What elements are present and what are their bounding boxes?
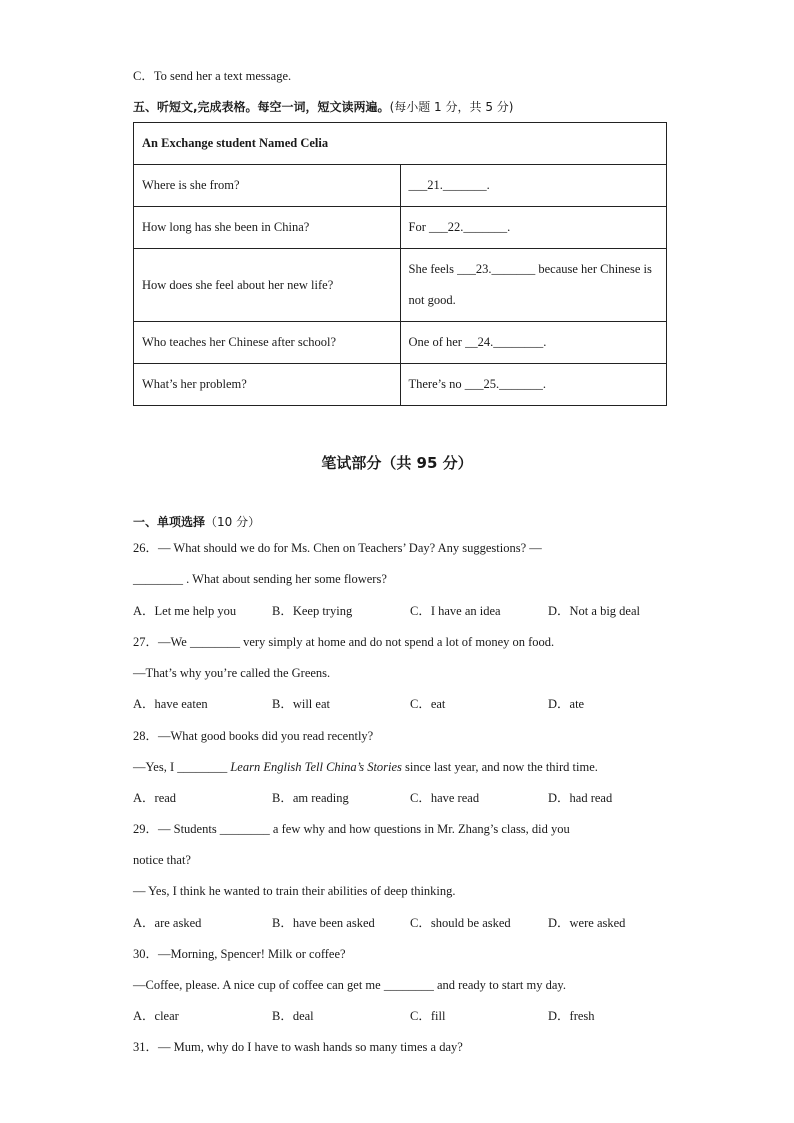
- table-row: [134, 249, 667, 322]
- option-b: B．deal: [272, 1009, 314, 1023]
- question-26-line-2: ________ . What about sending her some flowers?: [133, 572, 387, 586]
- option-a: A．have eaten: [133, 697, 208, 711]
- table-question: Where is she from?: [134, 165, 401, 207]
- table-question: How long has she been in China?: [134, 207, 401, 249]
- question-28-line-1: 28．—What good books did you read recently?: [133, 729, 374, 743]
- table-answer-blank: For ___22._______.: [400, 207, 667, 249]
- question-29-line-1: 29．— Students ________ a few why and how questions in Mr. Zhang’s class, did you: [133, 822, 570, 836]
- question-26-options: [133, 603, 693, 619]
- exchange-student-table: [133, 122, 667, 406]
- table-question: What’s her problem?: [134, 364, 401, 406]
- option-a: A．are asked: [133, 916, 202, 930]
- book-title: Learn English Tell China’s Stories: [230, 760, 402, 774]
- question-29-options: [133, 915, 693, 931]
- option-b: B．am reading: [272, 791, 349, 805]
- option-d: D．Not a big deal: [548, 604, 640, 618]
- option-c: C．fill: [410, 1009, 446, 1023]
- answer-text-end: since last year, and now the third time.: [401, 760, 598, 774]
- option-c: C．should be asked: [410, 916, 511, 930]
- question-27-options: [133, 696, 693, 712]
- table-row: [134, 364, 667, 406]
- table-answer-blank: One of her __24.________.: [400, 322, 667, 364]
- question-29-line-3: — Yes, I think he wanted to train their abilities of deep thinking.: [133, 884, 456, 898]
- answer-text: —Yes, I ________: [133, 760, 231, 774]
- table-row: [134, 322, 667, 364]
- option-d: D．fresh: [548, 1009, 595, 1023]
- option-d: D．had read: [548, 791, 613, 805]
- option-b: B．will eat: [272, 697, 330, 711]
- table-row: [134, 165, 667, 207]
- question-30-options: [133, 1008, 693, 1024]
- section-five-label: 五、听短文,完成表格。每空一词，短文读两遍。: [133, 100, 390, 114]
- question-28-line-2: [133, 759, 598, 775]
- option-d: D．ate: [548, 697, 585, 711]
- section-one-heading: [133, 514, 260, 530]
- answer-line-2: not good.: [408, 293, 456, 307]
- option-c-line: C．To send her a text message.: [133, 69, 292, 83]
- option-d: D．were asked: [548, 916, 626, 930]
- table-answer-blank: ___21._______.: [400, 165, 667, 207]
- option-a: A．Let me help you: [133, 604, 237, 618]
- option-c: C．eat: [410, 697, 446, 711]
- table-question: How does she feel about her new life?: [134, 249, 401, 322]
- question-30-line-1: 30．—Morning, Spencer! Milk or coffee?: [133, 947, 346, 961]
- question-29-line-2: notice that?: [133, 853, 191, 867]
- question-30-line-2: —Coffee, please. A nice cup of coffee can get me ________ and ready to start my day.: [133, 978, 566, 992]
- question-31-line-1: 31．— Mum, why do I have to wash hands so many times a day?: [133, 1040, 463, 1054]
- option-c: C．have read: [410, 791, 480, 805]
- table-row: [134, 207, 667, 249]
- option-c: C．I have an idea: [410, 604, 501, 618]
- question-27-line-2: —That’s why you’re called the Greens.: [133, 666, 331, 680]
- table-question: Who teaches her Chinese after school?: [134, 322, 401, 364]
- option-b: B．Keep trying: [272, 604, 353, 618]
- option-b: B．have been asked: [272, 916, 375, 930]
- option-a: A．read: [133, 791, 177, 805]
- question-26-line-1: 26．— What should we do for Ms. Chen on Teachers’ Day? Any suggestions? —: [133, 541, 542, 555]
- answer-line-1: She feels ___23._______ because her Chinese is: [408, 262, 652, 276]
- table-header: An Exchange student Named Celia: [134, 123, 667, 165]
- table-answer-blank: [400, 249, 667, 322]
- question-27-line-1: 27．—We ________ very simply at home and do not spend a lot of money on food.: [133, 635, 555, 649]
- section-one-label: 一、单项选择: [133, 515, 206, 529]
- option-a: A．clear: [133, 1009, 179, 1023]
- section-five-heading: [133, 99, 513, 115]
- written-part-title: 笔试部分（共 95 分）: [321, 454, 473, 472]
- section-five-note: (每小题 1 分，共 5 分): [389, 100, 514, 114]
- table-answer-blank: There’s no ___25._______.: [400, 364, 667, 406]
- question-28-options: [133, 790, 693, 806]
- section-one-note: （10 分）: [205, 515, 261, 529]
